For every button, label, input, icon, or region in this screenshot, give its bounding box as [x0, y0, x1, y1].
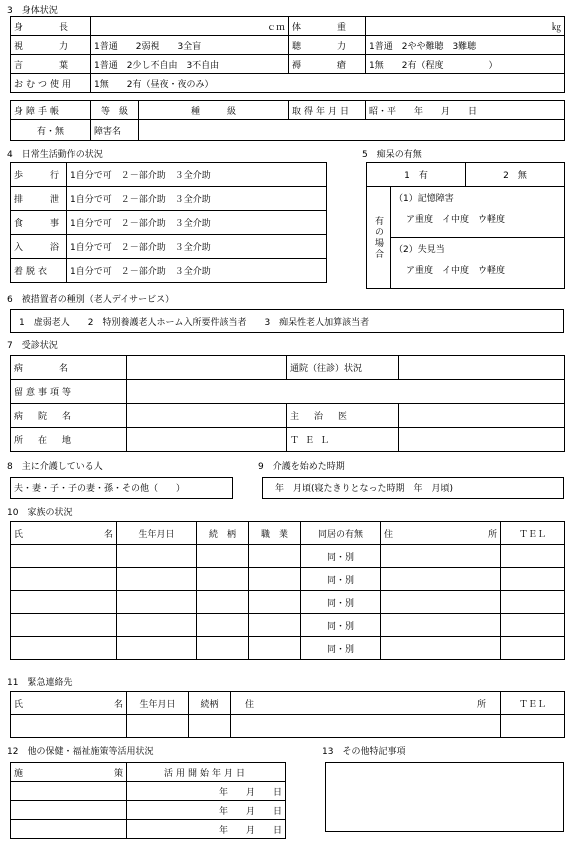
family-table [10, 521, 565, 660]
adl-label-toilet: 排 泄 [11, 187, 67, 211]
doctor-label: 主 治 医 [287, 404, 399, 428]
section-13-heading: 13 その他特記事項 [322, 747, 406, 757]
tel-label: ＴＥＬ [287, 428, 399, 452]
cohabit-option[interactable]: 同・別 [301, 637, 381, 660]
doctor-field[interactable] [399, 404, 565, 428]
speech-options[interactable]: 1普通 2少し不自由 3不自由 [91, 55, 289, 74]
disorientation-options[interactable]: ア重度 イ中度 ウ軽度 [406, 266, 506, 276]
speech-label: 言 葉 [11, 55, 91, 74]
diaper-label: おむつ使用 [11, 74, 91, 93]
section-6-heading: 6 被措置者の種別（老人デイサービス） [7, 295, 175, 305]
recipient-type-table [10, 309, 564, 333]
handbook-yes-no[interactable]: 有・無 [11, 120, 91, 141]
adl-table [10, 162, 327, 283]
acquired-date-field[interactable]: 昭・平 年 月 日 [366, 101, 565, 120]
section-11-heading: 11 緊急連絡先 [7, 678, 73, 688]
diaper-options[interactable]: 1無 2有（昼夜・夜のみ） [91, 74, 565, 93]
bedsore-label: 褥 瘡 [289, 55, 366, 74]
adl-label-meal: 食 事 [11, 211, 67, 235]
family-header-tel: ＴＥＬ [501, 522, 565, 545]
other-notes-field[interactable] [325, 762, 564, 832]
emergency-header-address: 住 所 [231, 692, 501, 715]
emergency-contact-table [10, 691, 565, 738]
section-7-heading: 7 受診状況 [7, 341, 58, 351]
outpatient-field[interactable] [399, 356, 565, 380]
grade-label: 等 級 [91, 101, 139, 120]
adl-label-walk: 歩 行 [11, 163, 67, 187]
vision-options[interactable]: 1普通 2弱視 3全盲 [91, 36, 289, 55]
adl-options-dress[interactable]: 1自分で可 ２－部介助 ３全介助 [67, 259, 327, 283]
physical-condition-table [10, 16, 565, 93]
care-start-field[interactable]: 年 月頃(寝たきりとなった時期 年 月頃) [262, 477, 564, 499]
weight-field[interactable]: ㎏ [366, 17, 565, 36]
disease-field[interactable] [127, 356, 287, 380]
table-row [11, 801, 286, 820]
section-8-heading: 8 主に介護している人 [7, 462, 103, 472]
notes-field[interactable] [127, 380, 565, 404]
disability-label: 障害名 [91, 120, 139, 141]
dementia-if-yes-label: 有の場合 [373, 215, 383, 260]
type-grade-label: 種 級 [139, 101, 289, 120]
handbook-table [10, 100, 565, 141]
adl-options-bath[interactable]: 1自分で可 ２－部介助 ３全介助 [67, 235, 327, 259]
bedsore-options[interactable]: 1無 2有（程度 ） [366, 55, 565, 74]
table-row [11, 820, 286, 839]
welfare-start-date[interactable]: 年 月 日 [127, 801, 286, 820]
welfare-start-date[interactable]: 年 月 日 [127, 782, 286, 801]
table-row [11, 591, 565, 614]
table-row [11, 637, 565, 660]
tel-field[interactable] [399, 428, 565, 452]
acquired-date-label: 取得年月日 [289, 101, 366, 120]
disease-label: 病 名 [11, 356, 127, 380]
section-3-heading: 3 身体状況 [7, 6, 58, 16]
adl-options-walk[interactable]: 1自分で可 ２－部介助 ３全介助 [67, 163, 327, 187]
section-12-heading: 12 他の保健・福祉施策等活用状況 [7, 747, 154, 757]
dementia-no[interactable]: 2 無 [466, 163, 565, 187]
weight-label: 体 重 [289, 17, 366, 36]
dementia-table [366, 162, 565, 289]
table-row [11, 614, 565, 637]
section-10-heading: 10 家族の状況 [7, 508, 73, 518]
notes-label: 留意事項等 [11, 380, 127, 404]
welfare-header-measure: 施 策 [11, 763, 127, 782]
handbook-label: 身障手帳 [11, 101, 91, 120]
cohabit-option[interactable]: 同・別 [301, 545, 381, 568]
adl-options-toilet[interactable]: 1自分で可 ２－部介助 ３全介助 [67, 187, 327, 211]
welfare-header-start-date: 活用開始年月日 [127, 763, 286, 782]
family-header-name: 氏 名 [11, 522, 117, 545]
adl-label-bath: 入 浴 [11, 235, 67, 259]
emergency-header-birthdate: 生年月日 [127, 692, 189, 715]
family-header-occupation: 職 業 [249, 522, 301, 545]
family-header-relation: 続 柄 [197, 522, 249, 545]
outpatient-label: 通院（往診）状況 [287, 356, 399, 380]
table-row [11, 715, 565, 738]
emergency-header-relation: 続柄 [189, 692, 231, 715]
memory-impairment-options[interactable]: ア重度 イ中度 ウ軽度 [406, 215, 506, 225]
family-header-birthdate: 生年月日 [117, 522, 197, 545]
emergency-header-name: 氏 名 [11, 692, 127, 715]
welfare-usage-table [10, 762, 286, 839]
disorientation-label: （2）失見当 [394, 245, 445, 255]
emergency-header-tel: ＴＥＬ [501, 692, 565, 715]
hearing-label: 聴 力 [289, 36, 366, 55]
cohabit-option[interactable]: 同・別 [301, 591, 381, 614]
address-label: 所 在 地 [11, 428, 127, 452]
cohabit-option[interactable]: 同・別 [301, 614, 381, 637]
disability-field[interactable] [139, 120, 565, 141]
address-field[interactable] [127, 428, 287, 452]
height-label: 身 長 [11, 17, 91, 36]
memory-impairment-label: （1）記憶障害 [394, 194, 454, 204]
hospital-field[interactable] [127, 404, 287, 428]
adl-label-dress: 着脱衣 [11, 259, 67, 283]
table-row [11, 782, 286, 801]
hospital-label: 病 院 名 [11, 404, 127, 428]
table-row [11, 568, 565, 591]
family-header-cohabit: 同居の有無 [301, 522, 381, 545]
adl-options-meal[interactable]: 1自分で可 ２－部介助 ３全介助 [67, 211, 327, 235]
section-5-heading: 5 痴呆の有無 [362, 150, 422, 160]
vision-label: 視 力 [11, 36, 91, 55]
caregiver-field[interactable]: 夫・妻・子・子の妻・孫・その他（ ） [10, 477, 233, 499]
hearing-options[interactable]: 1普通 2やや難聴 3難聴 [366, 36, 565, 55]
family-header-address: 住 所 [381, 522, 501, 545]
recipient-type-options[interactable]: 1 虚弱老人 2 特別養護老人ホーム入所要件該当者 3 痴呆性老人加算該当者 [11, 310, 564, 333]
section-9-heading: 9 介護を始めた時期 [258, 462, 345, 472]
table-row [11, 545, 565, 568]
section-4-heading: 4 日常生活動作の状況 [7, 150, 103, 160]
dementia-yes[interactable]: 1 有 [367, 163, 466, 187]
cohabit-option[interactable]: 同・別 [301, 568, 381, 591]
height-field[interactable]: ｃｍ [91, 17, 289, 36]
medical-table [10, 355, 565, 452]
welfare-start-date[interactable]: 年 月 日 [127, 820, 286, 839]
